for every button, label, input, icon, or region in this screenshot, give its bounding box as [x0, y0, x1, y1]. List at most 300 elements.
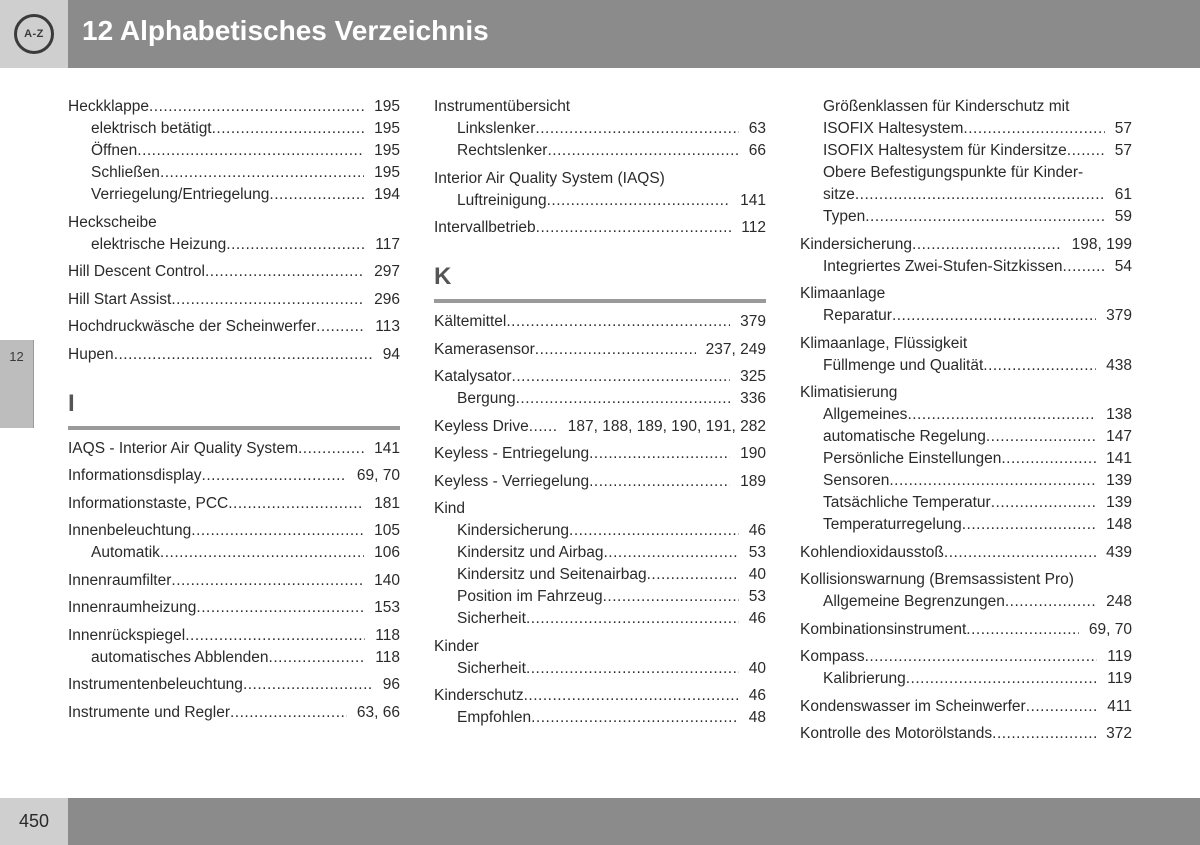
page-reference: 66: [748, 142, 766, 159]
index-entry[interactable]: [68, 493, 400, 515]
index-subentry[interactable]: [800, 118, 1132, 140]
index-entry[interactable]: [68, 702, 400, 724]
index-entry-group: [800, 234, 1132, 278]
index-column-3: [800, 96, 1132, 751]
index-entry-group: [68, 261, 400, 283]
index-entry[interactable]: [434, 217, 766, 239]
index-entry-group: [434, 311, 766, 333]
entry-text: Hochdruckwäsche der Scheinwerfer: [68, 318, 317, 335]
a-z-index-icon: A-Z: [14, 14, 54, 54]
page-reference: 141: [740, 191, 766, 209]
index-entry[interactable]: [434, 471, 766, 493]
index-entry-group: [800, 723, 1132, 745]
section-letter-header: [434, 251, 766, 311]
index-entry-group: [68, 465, 400, 487]
dot-leader: [137, 140, 364, 162]
dot-leader: [865, 646, 1098, 668]
dot-leader: [907, 404, 1096, 426]
dot-leader: [160, 542, 364, 564]
index-entry-heading: Klimatisierung: [800, 384, 898, 401]
index-subentry[interactable]: [434, 190, 766, 212]
index-subentry[interactable]: [800, 426, 1132, 448]
dot-leader: [185, 625, 365, 647]
index-entry-heading: Klimaanlage: [800, 285, 886, 302]
entry-text: Intervallbetrieb: [434, 219, 536, 236]
page-reference: 189: [740, 472, 766, 490]
entry-text: Kontrolle des Motorölstands: [800, 725, 993, 742]
index-entry-group: [434, 498, 766, 630]
dot-leader: [269, 647, 366, 669]
index-subentry[interactable]: [800, 591, 1132, 613]
index-subentry[interactable]: [800, 305, 1132, 327]
page-reference: 148: [1106, 516, 1132, 533]
page-reference: 59: [1114, 208, 1132, 225]
page-reference: 181: [374, 494, 400, 512]
index-subentry[interactable]: [68, 140, 400, 162]
entry-text: Instrumente und Regler: [68, 703, 230, 721]
entry-text: Kamerasensor: [434, 340, 535, 358]
dot-leader: [963, 118, 1104, 140]
dot-leader: [171, 289, 364, 311]
index-entry-heading: Interior Air Quality System (IAQS): [434, 169, 665, 187]
entry-text: Tatsächliche Temperatur: [823, 494, 991, 511]
dot-leader: [944, 542, 1096, 564]
index-entry-group: [68, 493, 400, 515]
index-entry-group: [434, 636, 766, 680]
index-entry-group: [68, 212, 400, 256]
dot-leader: [506, 311, 730, 333]
index-entry[interactable]: [800, 234, 1132, 256]
index-entry[interactable]: [68, 438, 400, 460]
dot-leader: [526, 608, 739, 630]
entry-text: Verriegelung/Entriegelung: [91, 186, 270, 203]
dot-leader: [865, 206, 1105, 228]
page-reference: 336: [740, 390, 766, 407]
dot-leader: [603, 586, 739, 608]
entry-text: Bergung: [457, 390, 516, 407]
entry-text: Innenraumfilter: [68, 571, 172, 589]
page-reference: 118: [375, 626, 400, 644]
entry-text: Kindersicherung: [800, 235, 913, 253]
index-subentry[interactable]: [800, 256, 1132, 278]
page-reference: 141: [1106, 450, 1132, 467]
page-reference: 153: [374, 599, 400, 616]
dot-leader: [892, 305, 1096, 327]
dot-leader: [298, 438, 364, 460]
index-entry-group: [68, 625, 400, 669]
page-reference: 69, 70: [356, 467, 400, 484]
index-entry-group: [68, 570, 400, 592]
dot-leader: [196, 597, 364, 619]
entry-text: ISOFIX Haltesystem: [823, 120, 964, 137]
dot-leader: [1067, 140, 1105, 162]
index-subentry[interactable]: [800, 514, 1132, 536]
page-reference: 147: [1106, 428, 1132, 445]
dot-leader: [589, 471, 730, 493]
index-entry-group: [68, 289, 400, 311]
index-entry[interactable]: [68, 316, 400, 338]
dot-leader: [569, 520, 739, 542]
page-reference: 187, 188, 189, 190, 191, 282: [567, 417, 766, 435]
entry-text: Heckklappe: [68, 98, 149, 115]
index-entry-group: [434, 471, 766, 493]
page-reference: 53: [748, 588, 766, 605]
index-subentry[interactable]: [68, 647, 400, 669]
index-entry-group: [434, 339, 766, 361]
dot-leader: [547, 140, 738, 162]
page-number: 450: [0, 798, 68, 845]
dot-leader: [516, 388, 731, 410]
index-entry-heading: Heckscheibe: [68, 213, 157, 231]
dot-leader: [529, 416, 558, 438]
entry-text: Rechtslenker: [457, 142, 548, 159]
index-subentry[interactable]: [434, 586, 766, 608]
index-subentry[interactable]: [434, 608, 766, 630]
index-subentry[interactable]: [434, 542, 766, 564]
dot-leader: [202, 465, 347, 487]
page-reference: 140: [374, 571, 400, 589]
entry-text: Allgemeines: [823, 406, 908, 423]
entry-text: Kalibrierung: [823, 670, 906, 687]
index-entry-group: [800, 696, 1132, 718]
index-entry[interactable]: [434, 339, 766, 361]
index-entry-group: [800, 333, 1132, 377]
entry-text: Innenraumheizung: [68, 599, 197, 616]
dot-leader: [1062, 256, 1104, 278]
page-reference: 237, 249: [705, 340, 766, 358]
entry-text: Position im Fahrzeug: [457, 588, 603, 605]
dot-leader: [269, 184, 364, 206]
index-subentry[interactable]: [800, 140, 1132, 162]
entry-text: Keyless - Entriegelung: [434, 445, 590, 462]
dot-leader: [524, 685, 739, 707]
dot-leader: [535, 339, 696, 361]
entry-text: Kinderschutz: [434, 687, 524, 704]
dot-leader: [171, 570, 364, 592]
index-icon-box: [0, 0, 68, 68]
page-reference: 198, 199: [1071, 235, 1132, 253]
index-subentry[interactable]: [800, 492, 1132, 514]
entry-text: Kindersicherung: [457, 522, 570, 539]
page-reference: 141: [374, 439, 400, 457]
dot-leader: [160, 162, 364, 184]
entry-text: Hill Start Assist: [68, 290, 172, 308]
page-reference: 138: [1106, 406, 1132, 423]
entry-text: Informationsdisplay: [68, 467, 202, 484]
index-subentry[interactable]: [434, 118, 766, 140]
entry-text: Innenbeleuchtung: [68, 522, 192, 539]
page-reference: 46: [748, 522, 766, 539]
index-subentry[interactable]: [68, 234, 400, 256]
index-entry-group: [68, 702, 400, 724]
page-reference: 63: [748, 120, 766, 137]
index-subentry-heading: Größenklassen für Kinderschutz mit: [823, 98, 1070, 115]
index-subentry[interactable]: [68, 118, 400, 140]
dot-leader: [547, 190, 731, 212]
index-entry-group: [800, 569, 1132, 613]
index-subentry[interactable]: [800, 404, 1132, 426]
page-reference: 139: [1106, 494, 1132, 511]
entry-text: Kindersitz und Airbag: [457, 544, 604, 561]
index-entry-group: [68, 520, 400, 564]
page-reference: 195: [374, 164, 400, 181]
page-reference: 57: [1114, 142, 1132, 159]
entry-text: Kompass: [800, 648, 865, 665]
index-subentry[interactable]: [434, 140, 766, 162]
entry-text: Kindersitz und Seitenairbag: [457, 566, 647, 583]
dot-leader: [589, 443, 730, 465]
page-reference: 54: [1114, 257, 1132, 275]
index-subentry[interactable]: [434, 658, 766, 680]
index-column-2: [434, 96, 766, 735]
index-entry[interactable]: [68, 625, 400, 647]
page-reference: 96: [382, 676, 400, 693]
dot-leader: [243, 674, 373, 696]
section-letter: I: [68, 389, 75, 417]
entry-text: Hupen: [68, 345, 114, 363]
entry-text: Hill Descent Control: [68, 263, 205, 280]
entry-text: Reparatur: [823, 307, 892, 324]
index-entry[interactable]: [68, 96, 400, 118]
page-reference: 106: [374, 544, 400, 561]
index-entry-group: [434, 168, 766, 212]
page-reference: 112: [741, 219, 766, 236]
index-subentry[interactable]: [800, 355, 1132, 377]
page-reference: 119: [1107, 648, 1132, 665]
page-reference: 379: [740, 313, 766, 330]
page-reference: 48: [748, 709, 766, 726]
entry-text: Sensoren: [823, 472, 890, 489]
dot-leader: [855, 184, 1105, 206]
page-reference: 118: [375, 648, 400, 666]
dot-leader: [966, 619, 1079, 641]
index-entry-group: [800, 619, 1132, 641]
index-entry[interactable]: [434, 685, 766, 707]
index-entry-group: [68, 316, 400, 338]
section-divider: [434, 299, 766, 303]
index-entry-group: [434, 685, 766, 729]
dot-leader: [889, 470, 1096, 492]
entry-text: Informationstaste, PCC: [68, 494, 229, 512]
entry-text: automatische Regelung: [823, 428, 986, 445]
index-entry-group: [800, 542, 1132, 564]
dot-leader: [535, 118, 738, 140]
dot-leader: [526, 658, 739, 680]
page-reference: 297: [374, 263, 400, 280]
page-reference: 40: [748, 659, 766, 677]
dot-leader: [228, 493, 364, 515]
dot-leader: [536, 217, 732, 239]
index-entry[interactable]: [68, 570, 400, 592]
entry-text: Typen: [823, 208, 866, 225]
index-entry-group: [434, 217, 766, 239]
index-subentry[interactable]: [434, 388, 766, 410]
page-reference: 57: [1114, 120, 1132, 137]
page-reference: 117: [375, 235, 400, 253]
entry-text: IAQS - Interior Air Quality System: [68, 439, 298, 457]
index-entry[interactable]: [68, 289, 400, 311]
page-reference: 325: [740, 368, 766, 385]
page-reference: 195: [374, 120, 400, 137]
dot-leader: [205, 261, 364, 283]
index-subentry-heading: Obere Befestigungspunkte für Kinder-: [823, 164, 1084, 181]
section-divider: [68, 426, 400, 430]
dot-leader: [212, 118, 365, 140]
index-entry[interactable]: [800, 646, 1132, 668]
entry-text: Katalysator: [434, 368, 512, 385]
dot-leader: [991, 492, 1096, 514]
index-entry[interactable]: [434, 416, 766, 438]
index-entry-heading: Instrumentübersicht: [434, 98, 571, 115]
index-entry-heading: Kind: [434, 500, 466, 517]
page-reference: 119: [1107, 670, 1132, 687]
index-entry[interactable]: [68, 344, 400, 366]
index-subentry[interactable]: [800, 206, 1132, 228]
page-reference: 46: [748, 687, 766, 704]
entry-text: Empfohlen: [457, 709, 532, 726]
index-entry-group: [68, 597, 400, 619]
dot-leader: [983, 355, 1096, 377]
section-letter-header: [68, 378, 400, 438]
index-subentry[interactable]: [68, 542, 400, 564]
index-entry-group: [434, 416, 766, 438]
dot-leader: [1026, 696, 1098, 718]
index-entry-heading: Kinder: [434, 637, 479, 655]
index-subentry[interactable]: [434, 564, 766, 586]
entry-text: Allgemeine Begrenzungen: [823, 593, 1005, 610]
index-subentry[interactable]: [800, 448, 1132, 470]
index-entry-group: [434, 443, 766, 465]
entry-text: Keyless - Verriegelung: [434, 472, 590, 490]
entry-text: elektrische Heizung: [91, 235, 227, 253]
page-reference: 379: [1106, 307, 1132, 324]
index-entry[interactable]: [800, 619, 1132, 641]
entry-text: Öffnen: [91, 142, 138, 159]
entry-text: Innenrückspiegel: [68, 626, 186, 644]
index-entry[interactable]: [68, 597, 400, 619]
section-letter: K: [434, 263, 452, 290]
chapter-title: 12 Alphabetisches Verzeichnis: [82, 15, 489, 46]
entry-text: Keyless Drive: [434, 417, 529, 435]
index-entry[interactable]: [434, 366, 766, 388]
page-reference: 40: [748, 566, 766, 583]
index-subentry[interactable]: [800, 668, 1132, 690]
dot-leader: [647, 564, 739, 586]
index-column-1: [68, 96, 400, 729]
index-entry-group: [68, 344, 400, 366]
dot-leader: [226, 234, 365, 256]
dot-leader: [912, 234, 1062, 256]
index-entry[interactable]: [800, 696, 1132, 718]
dot-leader: [512, 366, 731, 388]
page-reference: 190: [740, 445, 766, 462]
entry-text: Integriertes Zwei-Stufen-Sitzkissen: [823, 257, 1063, 275]
entry-text: Kondenswasser im Scheinwerfer: [800, 697, 1026, 715]
dot-leader: [1001, 448, 1096, 470]
index-entry-group: [800, 283, 1132, 327]
page-reference: 439: [1106, 543, 1132, 561]
entry-text: Kombinationsinstrument: [800, 620, 967, 638]
index-entry[interactable]: [434, 443, 766, 465]
index-entry-heading: Klimaanlage, Flüssigkeit: [800, 334, 968, 352]
index-entry-group: [800, 96, 1132, 228]
entry-text: ISOFIX Haltesystem für Kindersitze: [823, 142, 1067, 159]
dot-leader: [906, 668, 1098, 690]
index-entry-heading: Kollisionswarnung (Bremsassistent Pro): [800, 571, 1074, 588]
page-reference: 194: [374, 186, 400, 203]
page-reference: 411: [1107, 697, 1132, 715]
dot-leader: [531, 707, 739, 729]
index-entry-group: [434, 96, 766, 162]
page-reference: 113: [375, 318, 400, 335]
index-entry[interactable]: [68, 520, 400, 542]
dot-leader: [962, 514, 1096, 536]
index-subentry[interactable]: [68, 184, 400, 206]
page-reference: 195: [374, 142, 400, 159]
entry-text: Sicherheit: [457, 659, 526, 677]
entry-text: Schließen: [91, 164, 160, 181]
dot-leader: [316, 316, 365, 338]
page-reference: 53: [748, 544, 766, 561]
index-entry-group: [434, 366, 766, 410]
index-subentry[interactable]: [800, 470, 1132, 492]
index-entry[interactable]: [434, 311, 766, 333]
dot-leader: [986, 426, 1096, 448]
page-reference: 69, 70: [1088, 620, 1132, 638]
entry-text: automatisches Abblenden: [91, 648, 269, 666]
page-header: [0, 0, 1200, 68]
index-entry-group: [800, 382, 1132, 536]
dot-leader: [992, 723, 1096, 745]
entry-text: elektrisch betätigt: [91, 120, 212, 137]
index-subentry[interactable]: [434, 707, 766, 729]
chapter-side-tab[interactable]: 12: [0, 340, 34, 428]
page-reference: 63, 66: [356, 703, 400, 721]
entry-text: Linkslenker: [457, 120, 536, 137]
page-reference: 105: [374, 522, 400, 539]
entry-text: Füllmenge und Qualität: [823, 356, 984, 374]
entry-text: Instrumentenbeleuchtung: [68, 676, 243, 693]
page-reference: 46: [748, 610, 766, 627]
dot-leader: [149, 96, 364, 118]
index-entry[interactable]: [68, 674, 400, 696]
index-subentry[interactable]: [434, 520, 766, 542]
page-reference: 139: [1106, 472, 1132, 489]
entry-text: Sicherheit: [457, 610, 526, 627]
dot-leader: [1005, 591, 1096, 613]
page-reference: 195: [374, 98, 400, 115]
index-entry[interactable]: [800, 723, 1132, 745]
index-entry[interactable]: [68, 261, 400, 283]
page-reference: 248: [1106, 593, 1132, 610]
entry-text: Persönliche Einstellungen: [823, 450, 1002, 467]
dot-leader: [230, 702, 347, 724]
index-entry[interactable]: [800, 542, 1132, 564]
dot-leader: [603, 542, 738, 564]
index-entry-group: [68, 96, 400, 206]
index-entry[interactable]: [68, 465, 400, 487]
index-subentry[interactable]: [68, 162, 400, 184]
index-entry-group: [68, 674, 400, 696]
page-reference: 94: [382, 345, 400, 363]
entry-text: sitze: [823, 186, 855, 203]
entry-text: Kältemittel: [434, 313, 507, 330]
index-entry-group: [68, 438, 400, 460]
page-reference: 438: [1106, 356, 1132, 374]
page-footer: [0, 798, 1200, 845]
index-subentry[interactable]: [800, 184, 1132, 206]
page-reference: 372: [1106, 725, 1132, 742]
